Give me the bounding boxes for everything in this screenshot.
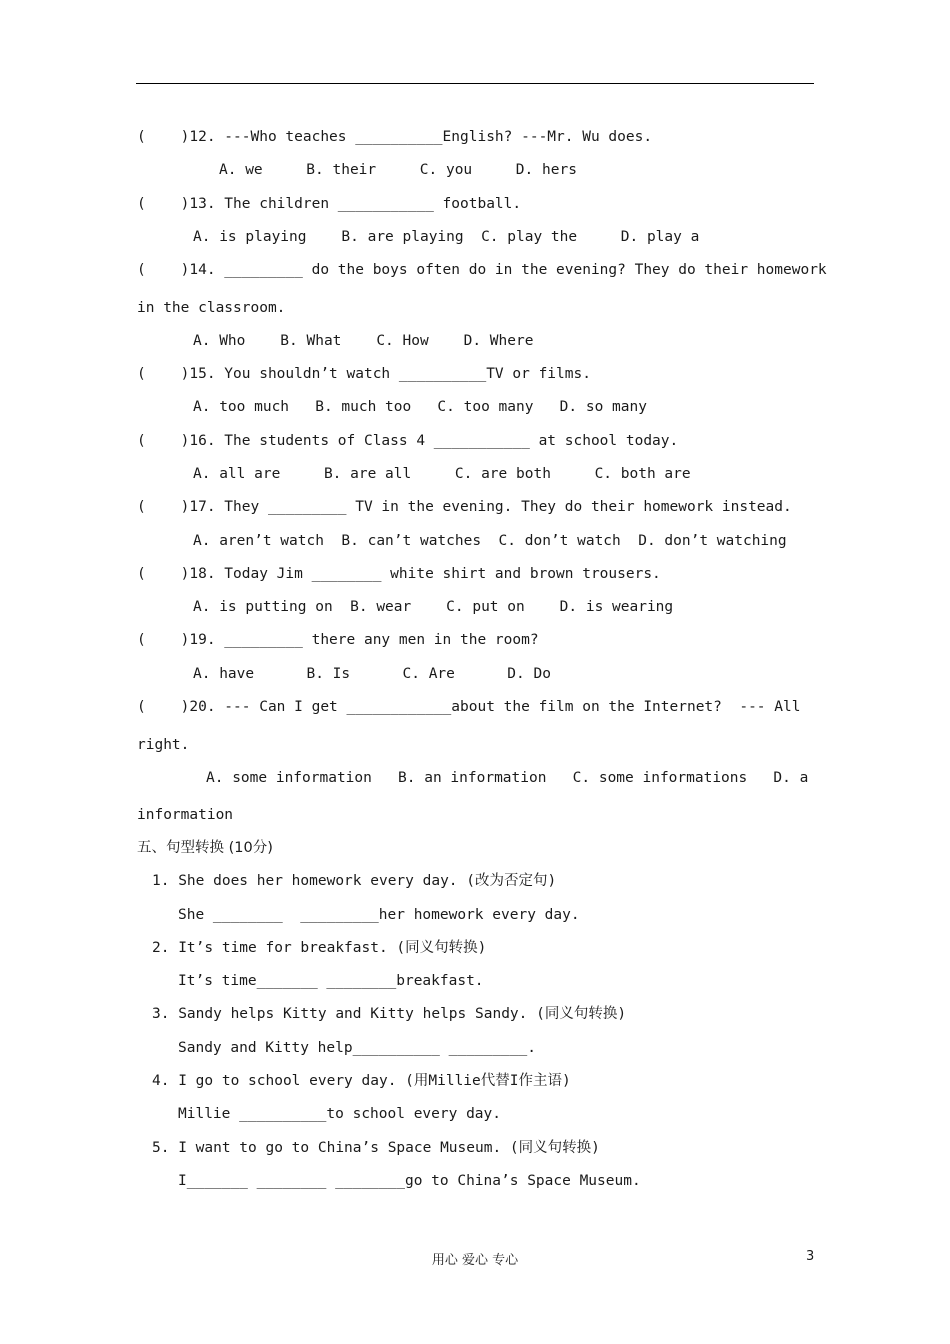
header-rule <box>136 83 814 84</box>
page-footer: 用心 爱心 专心 <box>431 1253 519 1268</box>
question-12-stem: ( )12. ---Who teaches __________English? ---Mr. Wu does. <box>137 129 653 145</box>
question-19-stem: ( )19. _________ there any men in the room? <box>137 632 539 648</box>
transform-1-question: 1. She does her homework every day. (改为否定句) <box>152 873 557 889</box>
page-number: 3 <box>806 1249 815 1264</box>
question-16-stem: ( )16. The students of Class 4 ___________ at school today. <box>137 433 679 449</box>
transform-3-answer: Sandy and Kitty help__________ _________. <box>178 1040 536 1056</box>
question-18-stem: ( )18. Today Jim ________ white shirt and brown trousers. <box>137 566 661 582</box>
transform-5-answer: I_______ ________ ________go to China’s Space Museum. <box>178 1173 641 1189</box>
question-15-options: A. too much B. much too C. too many D. so many <box>193 399 647 415</box>
question-14-continuation: in the classroom. <box>137 300 286 316</box>
question-18-options: A. is putting on B. wear C. put on D. is wearing <box>193 599 674 615</box>
section-5-heading: 五、句型转换 (10分) <box>137 840 273 856</box>
transform-4-answer: Millie __________to school every day. <box>178 1106 502 1122</box>
question-20-stem: ( )20. --- Can I get ____________about the film on the Internet? --- All <box>137 699 801 715</box>
transform-5-question: 5. I want to go to China’s Space Museum. (同义句转换) <box>152 1140 600 1156</box>
transform-3-question: 3. Sandy helps Kitty and Kitty helps Sandy. (同义句转换) <box>152 1006 627 1022</box>
transform-1-answer: She ________ _________her homework every day. <box>178 907 580 923</box>
transform-2-question: 2. It’s time for breakfast. (同义句转换) <box>152 940 487 956</box>
question-17-stem: ( )17. They _________ TV in the evening. They do their homework instead. <box>137 499 792 515</box>
question-12-options: A. we B. their C. you D. hers <box>219 162 577 178</box>
transform-4-question: 4. I go to school every day. (用Millie代替I作主语) <box>152 1073 571 1089</box>
question-13-options: A. is playing B. are playing C. play the D. play a <box>193 229 700 245</box>
question-14-stem: ( )14. _________ do the boys often do in the evening? They do their homework <box>137 262 827 278</box>
transform-2-answer: It’s time_______ ________breakfast. <box>178 973 484 989</box>
question-15-stem: ( )15. You shouldn’t watch __________TV or films. <box>137 366 591 382</box>
question-16-options: A. all are B. are all C. are both C. both are <box>193 466 691 482</box>
question-19-options: A. have B. Is C. Are D. Do <box>193 666 551 682</box>
question-13-stem: ( )13. The children ___________ football. <box>137 196 522 212</box>
question-20-options-continuation: information <box>137 807 234 823</box>
question-17-options: A. aren’t watch B. can’t watches C. don’t watch D. don’t watching <box>193 533 787 549</box>
question-20-options: A. some information B. an information C. some informations D. a <box>206 770 809 786</box>
question-14-options: A. Who B. What C. How D. Where <box>193 333 534 349</box>
question-20-continuation: right. <box>137 737 190 753</box>
